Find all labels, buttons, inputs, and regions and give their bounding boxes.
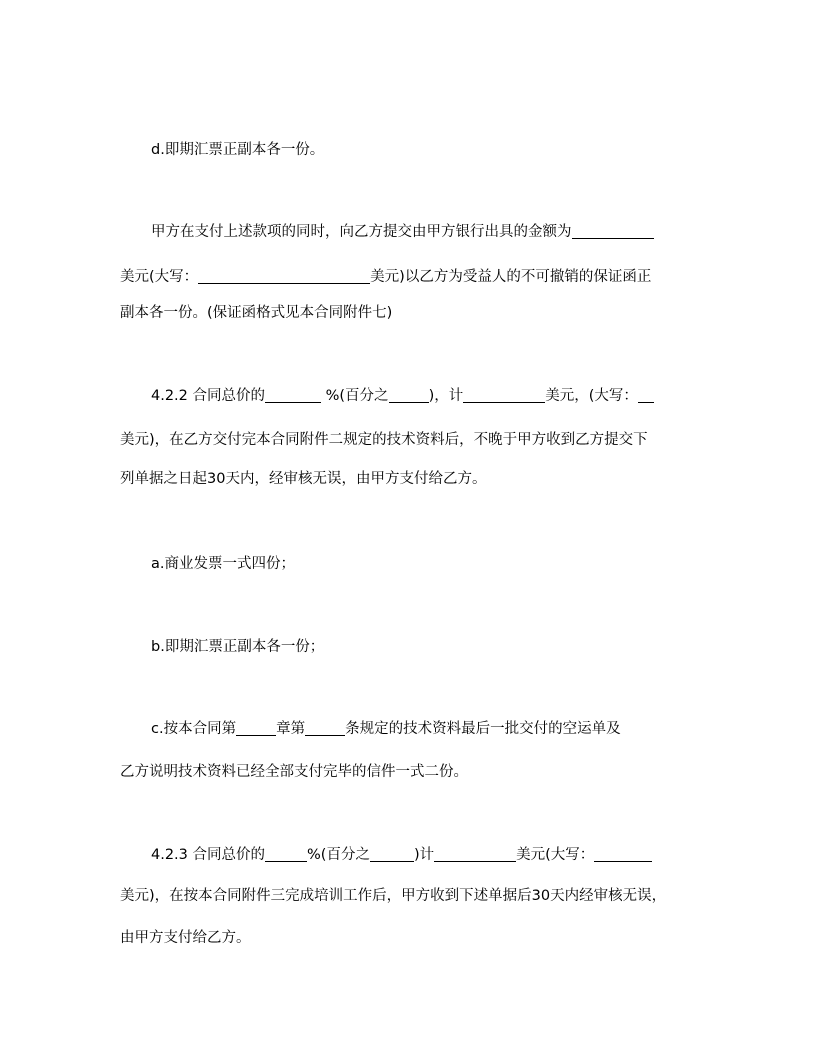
chapter-blank <box>236 721 276 737</box>
guarantee-text-2b: 美元)以乙方为受益人的不可撤销的保证函正 <box>370 269 652 285</box>
item-d <box>151 140 324 160</box>
clause-423-number: 4.2.3 <box>151 847 188 863</box>
guarantee-text-1: 甲方在支付上述款项的同时，向乙方提交由甲方银行出具的金额为 <box>151 224 572 240</box>
clause-422-text-3: )，计 <box>428 388 464 404</box>
amount-blank <box>572 224 654 240</box>
clause-423-text-l2: 美元)，在按本合同附件三完成培训工作后，甲方收到下述单据后30天内经审核无误， <box>120 888 667 904</box>
percent-blank <box>265 847 307 863</box>
guarantee-line-3 <box>120 303 392 323</box>
clause-422-text-1: 合同总价的 <box>192 388 266 404</box>
clause-422-text-4: 美元，(大写： <box>545 388 638 404</box>
item-c-line-1 <box>151 719 621 739</box>
guarantee-line-2 <box>120 267 651 287</box>
guarantee-text-3: 副本各一份。(保证函格式见本合同附件七) <box>120 305 393 321</box>
clause-423-text-1: 合同总价的 <box>192 847 266 863</box>
clause-422-text-l2: 美元)，在乙方交付完本合同附件二规定的技术资料后，不晚于甲方收到乙方提交下 <box>120 432 648 448</box>
clause-423-line-1 <box>151 845 652 865</box>
amount-words-blank <box>638 388 654 404</box>
clause-423-line-2 <box>120 886 666 906</box>
clause-422-number: 4.2.2 <box>151 388 188 404</box>
item-c-line-2 <box>120 762 468 782</box>
item-b-text: b.即期汇票正副本各一份； <box>151 639 325 655</box>
item-c-text-l2: 乙方说明技术资料已经全部支付完毕的信件一式二份。 <box>120 764 468 780</box>
clause-423-line-3 <box>120 928 251 948</box>
item-b <box>151 637 324 657</box>
item-c-text-1: c.按本合同第 <box>151 721 237 737</box>
item-c-text-2: 章第 <box>276 721 306 737</box>
clause-422-line-1 <box>151 386 654 406</box>
amount-words-blank <box>594 847 652 863</box>
clause-422-line-2 <box>120 430 648 450</box>
clause-422-text-2: %(百分之 <box>325 388 389 404</box>
amount-words-blank <box>198 269 370 285</box>
guarantee-text-2a: 美元(大写： <box>120 269 199 285</box>
percent-words-blank <box>389 388 429 404</box>
clause-423-text-2: %(百分之 <box>307 847 370 863</box>
percent-blank <box>265 388 321 404</box>
clause-423-text-l3: 由甲方支付给乙方。 <box>120 930 251 946</box>
guarantee-line-1 <box>151 222 654 242</box>
item-a <box>151 554 295 574</box>
item-c-text-3: 条规定的技术资料最后一批交付的空运单及 <box>345 721 621 737</box>
article-blank <box>305 721 345 737</box>
amount-blank <box>463 388 545 404</box>
item-a-text: a.商业发票一式四份； <box>151 556 295 572</box>
clause-423-text-4: 美元(大写： <box>516 847 595 863</box>
percent-words-blank <box>370 847 414 863</box>
clause-423-text-3: )计 <box>413 847 435 863</box>
amount-blank <box>434 847 516 863</box>
item-d-text: d.即期汇票正副本各一份。 <box>151 142 325 158</box>
clause-422-line-3 <box>120 469 486 489</box>
clause-422-text-l3: 列单据之日起30天内，经审核无误，由甲方支付给乙方。 <box>120 471 487 487</box>
